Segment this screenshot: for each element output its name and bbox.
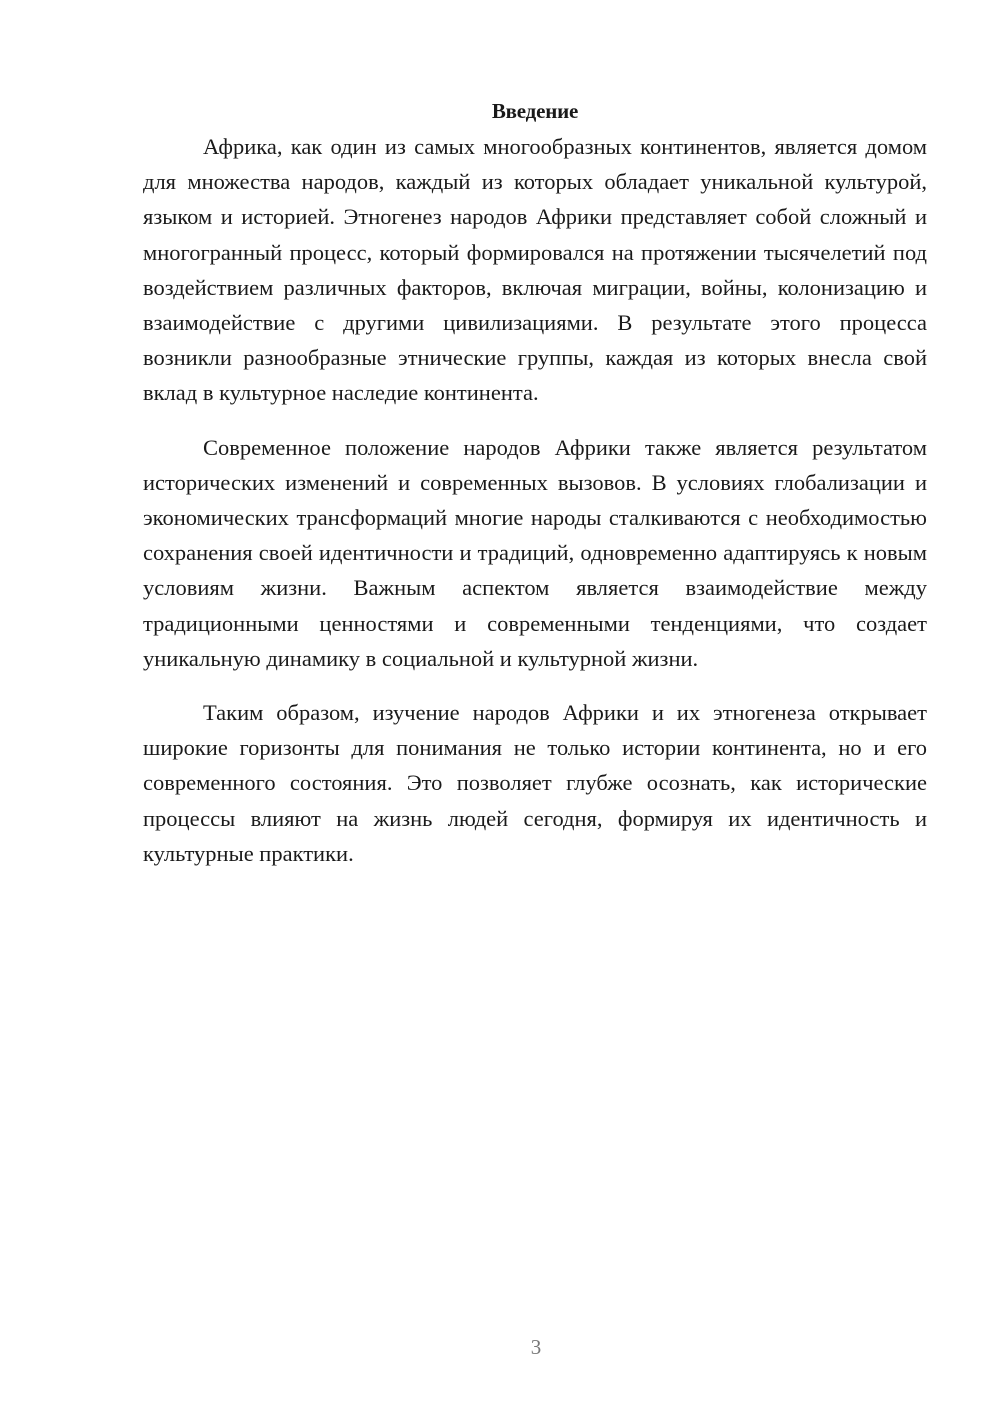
- page-number: 3: [530, 1335, 542, 1359]
- paragraph-3: Таким образом, изучение народов Африки и их этногенеза открывает широкие горизонты для понимания не только истории континента, но и его современного состояния. Это позволяет глубже осознать, как исторические процессы влияют на жизнь людей сегодня, формируя их идентичность и культурные практики.: [143, 700, 927, 866]
- page-content: [143, 95, 927, 871]
- paragraph-2: Современное положение народов Африки также является результатом исторических изменений и современных вызовов. В условиях глобализации и экономических трансформаций многие народы сталкиваются с необходимостью сохранения своей идентичности и традиций, одновременно адаптируясь к новым условиям жизни. Важным аспектом является взаимодействие между традиционными ценностями и современными тенденциями, что создает уникальную динамику в социальной и культурной жизни.: [143, 434, 927, 671]
- section-title: Введение: [491, 99, 579, 123]
- paragraph-1: Африка, как один из самых многообразных континентов, является домом для множества народов, каждый из которых обладает уникальной культурой, языком и историей. Этногенез народов Африки представляет собой сложный и многогранный процесс, который формировался на протяжении тысячелетий под воздействием различных факторов, включая миграции, войны, колонизацию и взаимодействие с другими цивилизациями. В результате этого процесса возникли разнообразные этнические группы, каждая из которых внесла свой вклад в культурное наследие континента.: [143, 134, 927, 406]
